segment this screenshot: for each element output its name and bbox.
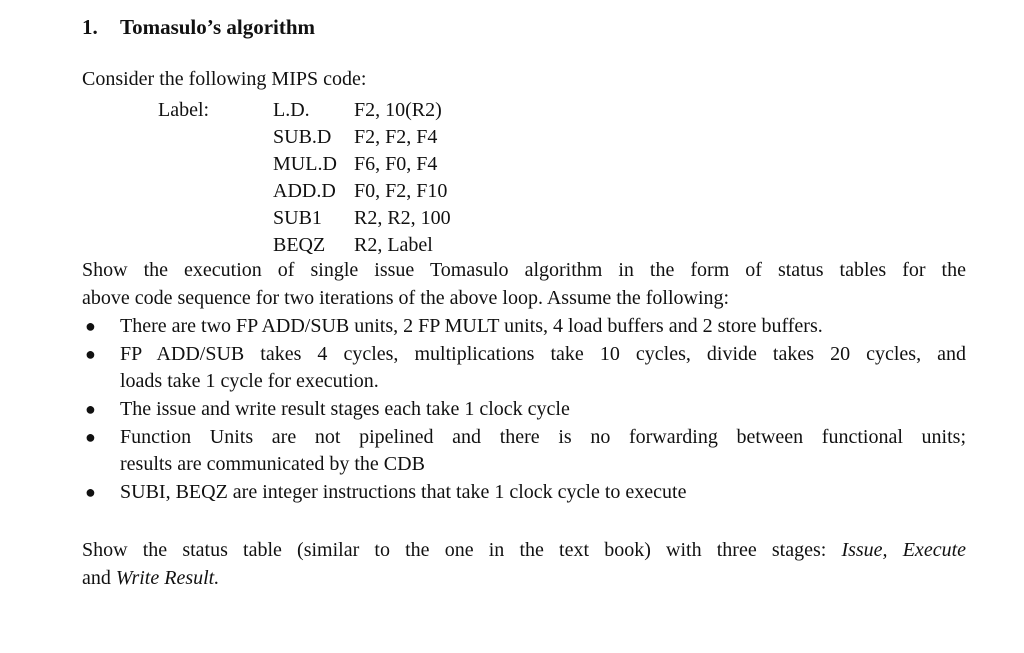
bullet-icon: ● [85,427,96,447]
stage-execute: Execute [902,539,966,561]
final-instruction [82,536,966,592]
mips-code-block [158,97,451,259]
question-heading [82,15,315,40]
code-label [158,178,273,205]
stage-write-result: Write Result. [115,567,220,589]
bullet-icon: ● [85,399,96,419]
assumptions-list [82,313,966,507]
final-line-1 [82,536,966,564]
code-operands: F2, F2, F4 [354,126,438,148]
task-line-1: Show the execution of single issue Tomasulo algorithm in the form of status tables for the [82,259,966,281]
code-opcode: MUL.D [273,153,337,175]
code-operands: R2, R2, 100 [354,207,451,229]
final-prefix: Show the status table (similar to the one in the text book) with three stages: [82,539,827,561]
task-paragraph [82,256,966,312]
code-label: Label: [158,99,210,121]
question-number: 1. [82,15,98,39]
list-item [82,424,966,478]
intro-text: Consider the following MIPS code: [82,68,367,90]
task-line-2: above code sequence for two iterations of the above loop. Assume the following: [82,287,730,309]
final-and: and [82,567,111,589]
code-opcode: BEQZ [273,234,326,256]
question-title: Tomasulo’s algorithm [120,15,316,39]
code-label [158,232,273,259]
code-opcode: L.D. [273,99,310,121]
list-item-text: The issue and write result stages each take 1 clock cycle [120,398,570,420]
code-line [158,124,451,151]
list-item-text: SUBI, BEQZ are integer instructions that take 1 clock cycle to execute [120,481,687,503]
final-line-2 [82,564,966,592]
list-item [82,313,966,340]
code-operands: F6, F0, F4 [354,153,438,175]
list-item [82,396,966,423]
code-label [158,124,273,151]
code-line [158,205,451,232]
code-opcode: ADD.D [273,180,336,202]
code-opcode: SUB.D [273,126,332,148]
code-operands: F2, 10(R2) [354,99,442,121]
code-label [158,205,273,232]
bullet-icon: ● [85,344,96,364]
code-operands: R2, Label [354,234,433,256]
bullet-icon: ● [85,482,96,502]
list-item [82,479,966,506]
list-item [82,341,966,395]
list-item-text: There are two FP ADD/SUB units, 2 FP MULT units, 4 load buffers and 2 store buffers. [120,315,823,337]
code-line [158,151,451,178]
code-line [158,97,451,124]
code-line [158,178,451,205]
bullet-icon: ● [85,316,96,336]
code-label [158,151,273,178]
list-item-text-continued: loads take 1 cycle for execution. [120,370,379,392]
code-operands: F0, F2, F10 [354,180,448,202]
code-line [158,232,451,259]
list-item-text: FP ADD/SUB takes 4 cycles, multiplications take 10 cycles, divide takes 20 cycles, and [120,343,966,365]
list-item-text: Function Units are not pipelined and there is no forwarding between functional units; [120,426,966,448]
stage-issue: Issue, [841,539,888,561]
code-opcode: SUB1 [273,207,322,229]
list-item-text-continued: results are communicated by the CDB [120,453,425,475]
